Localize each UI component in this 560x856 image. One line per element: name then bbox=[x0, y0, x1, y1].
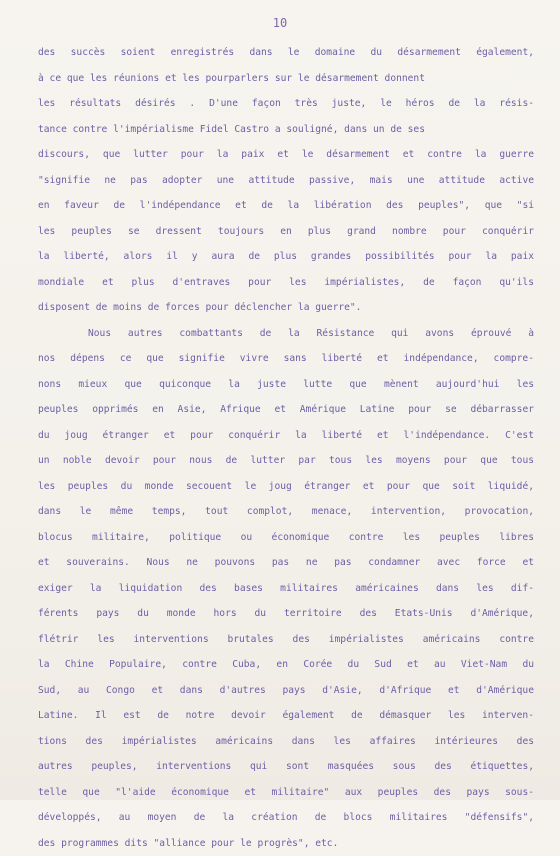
text-line: les résultats désirés . D'une façon très juste, le héros de la résis- bbox=[38, 91, 534, 117]
page-number: 10 bbox=[0, 16, 560, 30]
text-line: Sud, au Congo et dans d'autres pays d'Asie, d'Afrique et d'Amérique bbox=[38, 678, 534, 704]
text-line: en faveur de l'indépendance et de la libération des peuples", que "si bbox=[38, 193, 534, 219]
text-line: férents pays du monde hors du territoire des Etats-Unis d'Amérique, bbox=[38, 601, 534, 627]
text-line: mondiale et plus d'entraves pour les impérialistes, de façon qu'ils bbox=[38, 270, 534, 296]
text-line: du joug étranger et pour conquérir la liberté et l'indépendance. C'est bbox=[38, 423, 534, 449]
text-line: Nous autres combattants de la Résistance qui avons éprouvé à bbox=[38, 321, 534, 347]
text-line: flétrir les interventions brutales des impérialistes américains contre bbox=[38, 627, 534, 653]
text-line: peuples opprimés en Asie, Afrique et Amérique Latine pour se débarrasser bbox=[38, 397, 534, 423]
text-line: les peuples se dressent toujours en plus grand nombre pour conquérir bbox=[38, 219, 534, 245]
text-line: discours, que lutter pour la paix et le désarmement et contre la guerre bbox=[38, 142, 534, 168]
text-line: des programmes dits "alliance pour le progrès", etc. bbox=[38, 831, 534, 856]
text-line: un noble devoir pour nous de lutter par tous les moyens pour que tous bbox=[38, 448, 534, 474]
document-body bbox=[38, 40, 534, 856]
text-line: blocus militaire, politique ou économique contre les peuples libres bbox=[38, 525, 534, 551]
text-line: exiger la liquidation des bases militaires américaines dans les dif- bbox=[38, 576, 534, 602]
text-line: Latine. Il est de notre devoir également de démasquer les interven- bbox=[38, 703, 534, 729]
text-line: la liberté, alors il y aura de plus grandes possibilités pour la paix bbox=[38, 244, 534, 270]
text-line: les peuples du monde secouent le joug étranger et pour que soit liquidé, bbox=[38, 474, 534, 500]
text-line: disposent de moins de forces pour déclencher la guerre". bbox=[38, 295, 534, 321]
text-line: nos dépens ce que signifie vivre sans liberté et indépendance, compre- bbox=[38, 346, 534, 372]
text-line: telle que "l'aide économique et militaire" aux peuples des pays sous- bbox=[38, 780, 534, 806]
text-line: et souverains. Nous ne pouvons pas ne pas condamner avec force et bbox=[38, 550, 534, 576]
text-line: développés, au moyen de la création de blocs militaires "défensifs", bbox=[38, 805, 534, 831]
text-line: nons mieux que quiconque la juste lutte que mènent aujourd'hui les bbox=[38, 372, 534, 398]
text-line: dans le même temps, tout complot, menace, intervention, provocation, bbox=[38, 499, 534, 525]
text-line: tions des impérialistes américains dans les affaires intérieures des bbox=[38, 729, 534, 755]
text-line: des succès soient enregistrés dans le domaine du désarmement également, bbox=[38, 40, 534, 66]
text-line: "signifie ne pas adopter une attitude passive, mais une attitude active bbox=[38, 168, 534, 194]
text-line: tance contre l'impérialisme Fidel Castro a souligné, dans un de ses bbox=[38, 117, 534, 143]
text-line: autres peuples, interventions qui sont masquées sous des étiquettes, bbox=[38, 754, 534, 780]
text-line: la Chine Populaire, contre Cuba, en Corée du Sud et au Viet-Nam du bbox=[38, 652, 534, 678]
text-line: à ce que les réunions et les pourparlers sur le désarmement donnent bbox=[38, 66, 534, 92]
